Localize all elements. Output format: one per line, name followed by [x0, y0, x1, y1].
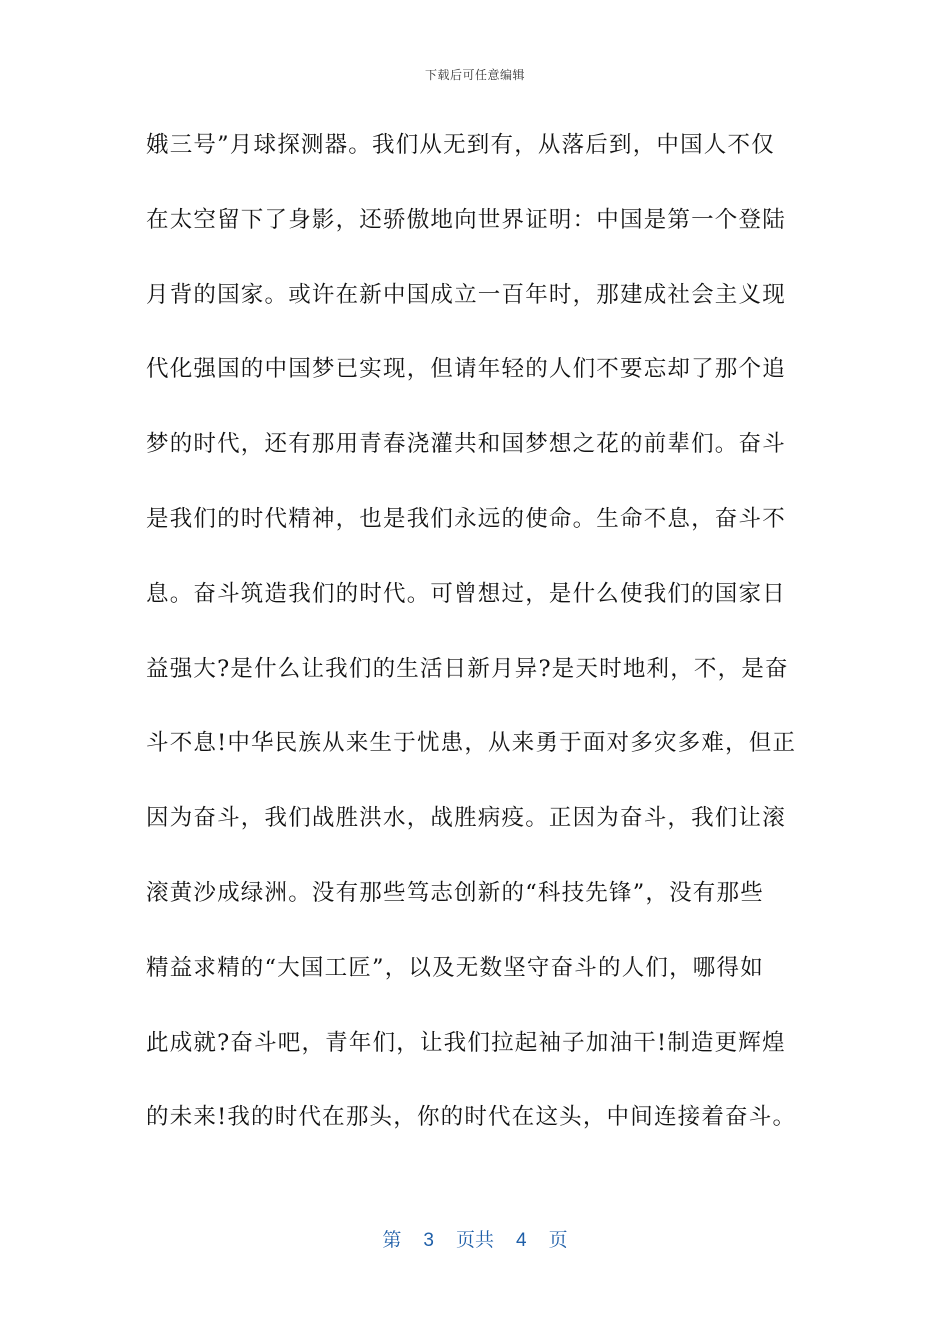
- text-line: 娥三号”月球探测器。我们从无到有，从落后到，中国人不仅: [146, 132, 775, 158]
- text-line: 的未来!我的时代在那头，你的时代在这头，中间连接着奋斗。: [146, 1104, 797, 1131]
- text-line: 月背的国家。或许在新中国成立一百年时，那建成社会主义现: [146, 281, 786, 308]
- header-note: 下载后可任意编辑: [424, 68, 525, 82]
- footer-total-pages: 4: [516, 1230, 527, 1251]
- page-footer: [0, 1225, 950, 1252]
- text-line: 是我们的时代精神，也是我们永远的使命。生命不息，奋斗不: [146, 505, 786, 532]
- footer-suffix: 页: [548, 1230, 568, 1251]
- document-body: [146, 122, 806, 1169]
- text-line: 因为奋斗，我们战胜洪水，战胜病疫。正因为奋斗，我们让滚: [146, 805, 786, 832]
- footer-prefix: 第: [382, 1230, 402, 1251]
- text-line: 益强大?是什么让我们的生活日新月异?是天时地利，不，是奋: [146, 655, 789, 682]
- text-line: 精益求精的“大国工匠”，以及无数坚守奋斗的人们，哪得如: [146, 954, 764, 981]
- footer-current-page: 3: [423, 1230, 434, 1251]
- text-line: 斗不息!中华民族从来生于忧患，从来勇于面对多灾多难，但正: [146, 730, 797, 757]
- footer-middle: 页共: [455, 1230, 494, 1251]
- text-line: 在太空留下了身影，还骄傲地向世界证明：中国是第一个登陆: [146, 206, 786, 233]
- text-line: 此成就?奋斗吧，青年们，让我们拉起袖子加油干!制造更辉煌: [146, 1029, 786, 1056]
- text-line: 息。奋斗筑造我们的时代。可曾想过，是什么使我们的国家日: [146, 580, 786, 607]
- text-line: 代化强国的中国梦已实现，但请年轻的人们不要忘却了那个追: [146, 356, 786, 383]
- text-line: 滚黄沙成绿洲。没有那些笃志创新的“科技先锋”，没有那些: [146, 879, 764, 906]
- text-line: 梦的时代，还有那用青春浇灌共和国梦想之花的前辈们。奋斗: [146, 431, 786, 458]
